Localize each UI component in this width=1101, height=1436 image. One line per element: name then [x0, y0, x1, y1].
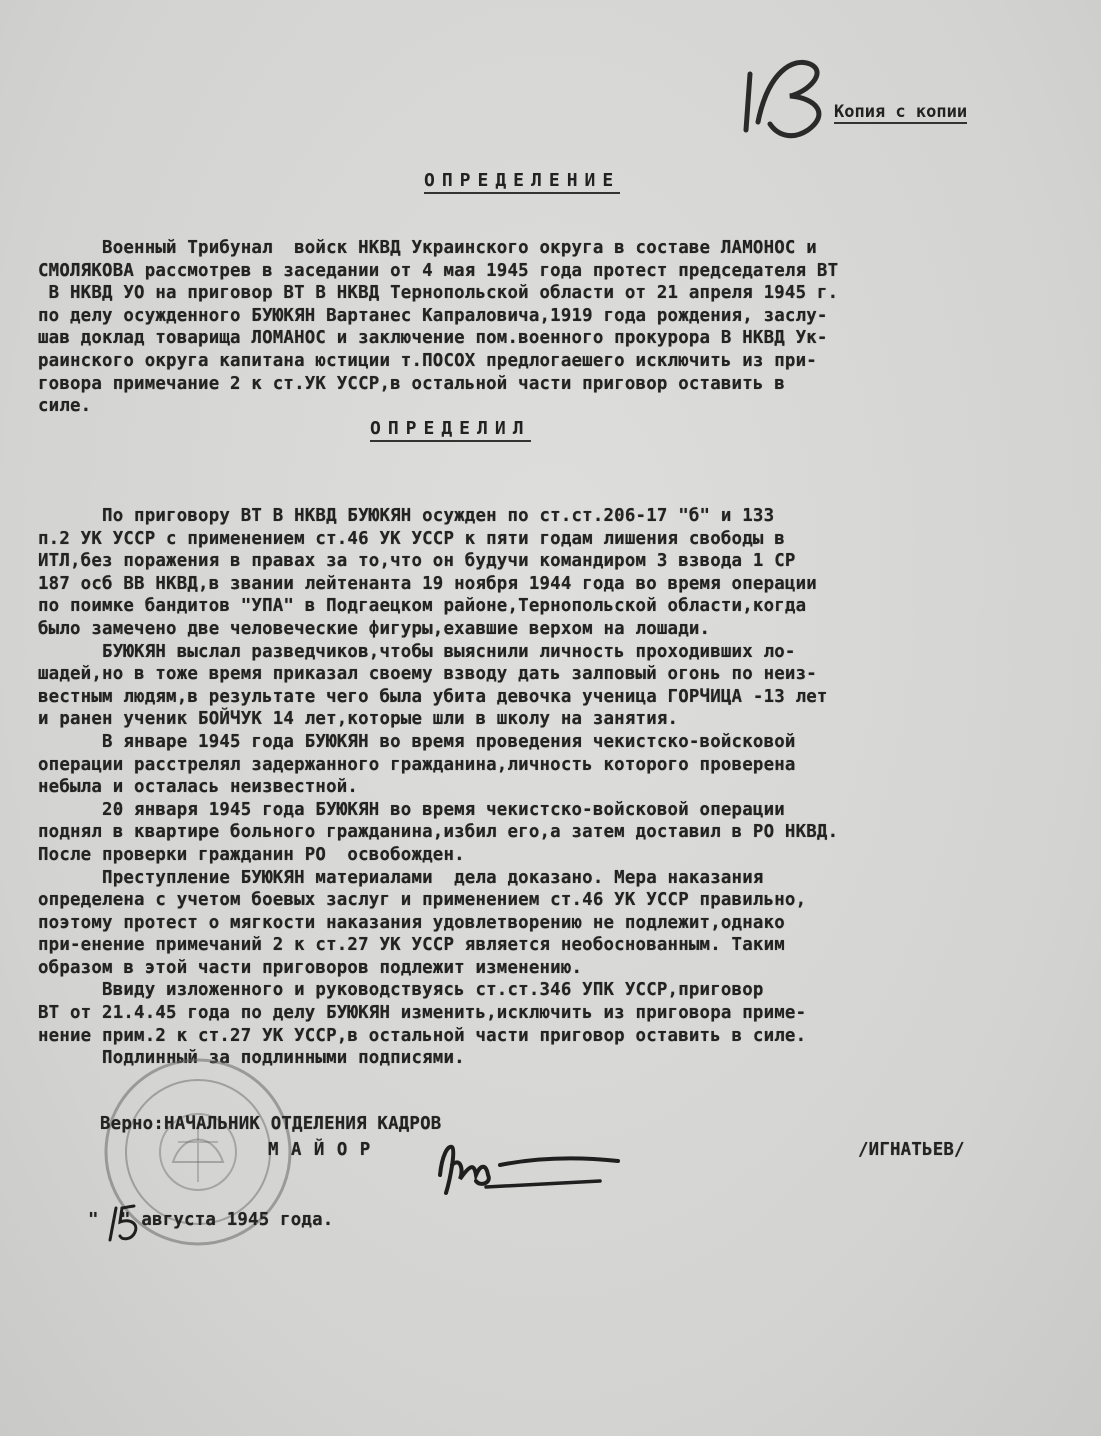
- body-line: определена с учетом боевых заслуг и применением ст.46 УК УССР правильно,: [38, 890, 807, 911]
- body-line: Ввиду изложенного и руководствуясь ст.ст.346 УПК УССР,приговор: [38, 980, 764, 1001]
- body-line: ИТЛ,без поражения в правах за то,что он будучи командиром 3 взвода 1 СР: [38, 551, 796, 572]
- signer-name: /ИГНАТЬЕВ/: [858, 1140, 965, 1160]
- body-line: при-енение примечаний 2 к ст.27 УК УССР является необоснованным. Таким: [38, 935, 785, 956]
- body-line: поднял в квартире больного гражданина,избил его,а затем доставил в РО НКВД.: [38, 822, 839, 843]
- intro-line: СМОЛЯКОВА рассмотрев в заседании от 4 мая 1945 года протест председателя ВТ: [38, 260, 839, 281]
- body-line: небыла и осталась неизвестной.: [38, 777, 359, 798]
- intro-line: Военный Трибунал войск НКВД Украинского округа в составе ЛАМОНОС и: [38, 238, 817, 258]
- body-line: по поимке бандитов "УПА" в Подгаецком районе,Тернопольской области,когда: [38, 596, 807, 617]
- intro-line: силе.: [38, 396, 92, 417]
- body-line: 187 осб ВВ НКВД,в звании лейтенанта 19 ноября 1944 года во время операции: [38, 573, 817, 594]
- handwritten-signature: [430, 1135, 630, 1205]
- intro-line: В НКВД УО на приговор ВТ В НКВД Тернопольской области от 21 апреля 1945 г.: [38, 283, 839, 304]
- intro-line: по делу осужденного БУЮКЯН Вартанес Капраловича,1919 года рождения, заслу-: [38, 305, 828, 326]
- intro-line: раинского округа капитана юстиции т.ПОСОХ предлогаешего исключить из при-: [38, 350, 817, 371]
- body-line: 20 января 1945 года БУЮКЯН во время чекистско-войсковой операции: [38, 799, 785, 820]
- body-line: операции расстрелял задержанного гражданина,личность которого проверена: [38, 754, 796, 775]
- verno-line: Верно:НАЧАЛЬНИК ОТДЕЛЕНИЯ КАДРОВ: [100, 1114, 442, 1134]
- body-line: После проверки гражданин РО освобожден.: [38, 844, 465, 865]
- copy-label: Копия с копии: [834, 102, 968, 122]
- body-line: По приговору ВТ В НКВД БУЮКЯН осужден по ст.ст.206-17 "б" и 133: [38, 506, 775, 526]
- date-line: " " августа 1945 года.: [88, 1210, 334, 1230]
- handwritten-day: [100, 1200, 150, 1250]
- rank-line: М А Й О Р: [268, 1140, 372, 1160]
- intro-line: шав доклад товарища ЛОМАНОС и заключение пом.военного прокурора В НКВД Ук-: [38, 328, 828, 349]
- body-paragraphs: [38, 505, 838, 1070]
- body-line: шадей,но в тоже время приказал своему взводу дать залповый огонь по неиз-: [38, 664, 817, 685]
- document-title: ОПРЕДЕЛЕНИЕ: [424, 170, 620, 194]
- body-line: поэтому протест о мягкости наказания удовлетворению не подлежит,однако: [38, 912, 785, 933]
- body-line: Преступление БУЮКЯН материалами дела доказано. Мера наказания: [38, 867, 764, 888]
- body-line: п.2 УК УССР с применением ст.46 УК УССР к пяти годам лишения свободы в: [38, 528, 785, 549]
- body-line: Подлинный за подлинными подписями.: [38, 1048, 465, 1069]
- body-line: вестным людям,в результате чего была убита девочка ученица ГОРЧИЦА -13 лет: [38, 686, 828, 707]
- body-line: БУЮКЯН выслал разведчиков,чтобы выяснили личность проходивших ло-: [38, 641, 796, 662]
- body-line: нение прим.2 к ст.27 УК УССР,в остальной части приговор оставить в силе.: [38, 1025, 807, 1046]
- body-line: ВТ от 21.4.45 года по делу БУЮКЯН изменить,исключить из приговора приме-: [38, 1003, 807, 1024]
- body-line: В январе 1945 года БУЮКЯН во время проведения чекистско-войсковой: [38, 731, 796, 752]
- section-title: ОПРЕДЕЛИЛ: [370, 418, 531, 442]
- body-line: образом в этой части приговоров подлежит изменению.: [38, 957, 583, 978]
- body-line: было замечено две человеческие фигуры,ехавшие верхом на лошади.: [38, 618, 711, 639]
- intro-paragraph: [38, 237, 838, 418]
- intro-line: говора примечание 2 к ст.УК УССР,в остальной части приговор оставить в: [38, 373, 785, 394]
- body-line: и ранен ученик БОЙЧУК 14 лет,которые шли в школу на занятия.: [38, 709, 679, 730]
- handwritten-number-mark: [738, 52, 838, 142]
